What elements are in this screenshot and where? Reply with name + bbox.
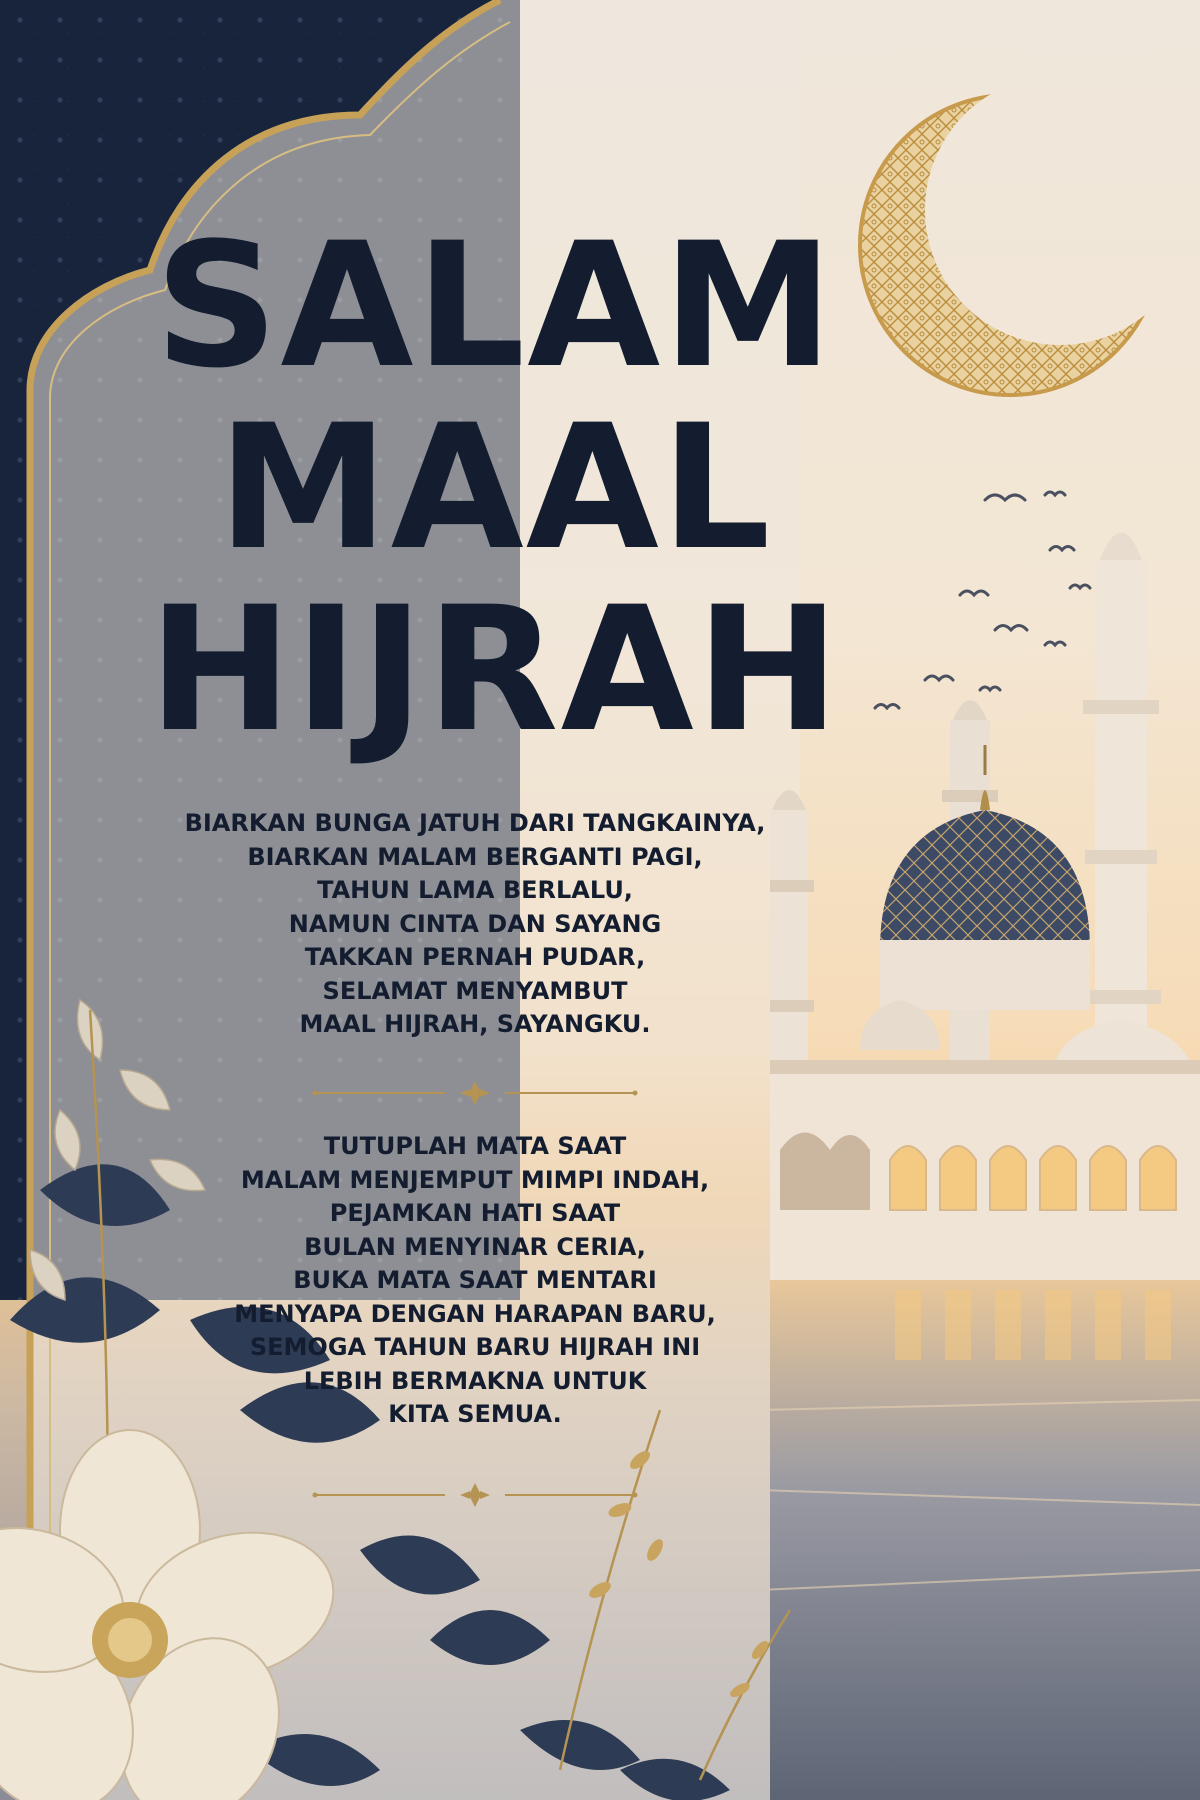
poem-line: MALAM MENJEMPUT MIMPI INDAH, [240, 1165, 710, 1194]
title-line-1: SALAM [154, 205, 836, 406]
poem-line: NAMUN CINTA DAN SAYANG [288, 909, 662, 938]
poem-line: LEBIH BERMAKNA UNTUK [303, 1366, 647, 1395]
poem-second-verse [65, 1130, 885, 1432]
poem-line: TAKKAN PERNAH PUDAR, [304, 943, 646, 971]
title [0, 205, 990, 770]
poem-line: MENYAPA DENGAN HARAPAN BARU, [234, 1299, 716, 1328]
title-line-2: MAAL [217, 387, 773, 588]
ornament-divider-icon [305, 1480, 645, 1510]
poem-line: SEMOGA TAHUN BARU HIJRAH INI [249, 1333, 701, 1361]
poem-line: MAAL HIJRAH, SAYANGKU. [299, 1010, 651, 1038]
poem-line: BUKA MATA SAAT MENTARI [293, 1266, 657, 1294]
poem-line: BULAN MENYINAR CERIA, [304, 1232, 646, 1261]
title-line-3: HIJRAH [148, 569, 842, 770]
poem-line: KITA SEMUA. [388, 1400, 562, 1428]
poem-first-verse [65, 807, 885, 1042]
poem-line: TAHUN LAMA BERLALU, [317, 876, 633, 904]
poem-line: PEJAMKAN HATI SAAT [329, 1199, 621, 1227]
poem-line: TUTUPLAH MATA SAAT [323, 1132, 627, 1160]
poem-line: BIARKAN MALAM BERGANTI PAGI, [247, 842, 703, 871]
ornament-divider-icon [305, 1078, 645, 1108]
poem-line: SELAMAT MENYAMBUT [322, 976, 628, 1005]
poem-line: BIARKAN BUNGA JATUH DARI TANGKAINYA, [184, 809, 766, 837]
